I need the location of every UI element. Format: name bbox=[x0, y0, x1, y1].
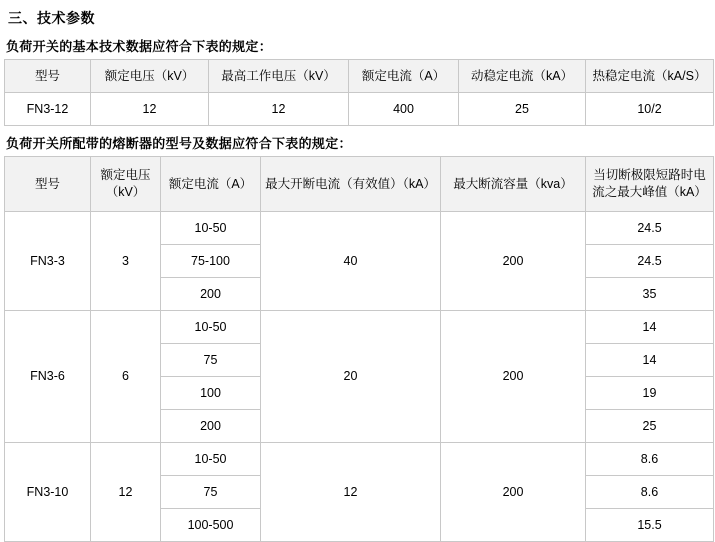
table2-peak-cell: 8.6 bbox=[586, 476, 714, 509]
table2-header-cell: 型号 bbox=[5, 157, 91, 212]
table2-peak-cell: 14 bbox=[586, 311, 714, 344]
basic-parameters-table bbox=[4, 59, 714, 126]
table2-peak-cell: 19 bbox=[586, 377, 714, 410]
table2-breaking-cell: 40 bbox=[261, 212, 441, 311]
table2-header-cell: 当切断极限短路时电流之最大峰值（kA） bbox=[586, 157, 714, 212]
table2-voltage-cell: 12 bbox=[91, 443, 161, 542]
table1-header-cell: 型号 bbox=[5, 60, 91, 93]
table2-peak-cell: 25 bbox=[586, 410, 714, 443]
table2-peak-cell: 14 bbox=[586, 344, 714, 377]
table1-header-cell: 额定电流（A） bbox=[349, 60, 459, 93]
table1-cell: 10/2 bbox=[586, 93, 714, 126]
table1-header-cell: 动稳定电流（kA） bbox=[459, 60, 586, 93]
fuse-parameters-table bbox=[4, 156, 714, 542]
table-header-row bbox=[5, 157, 714, 212]
table2-peak-cell: 24.5 bbox=[586, 212, 714, 245]
table1-cell: 400 bbox=[349, 93, 459, 126]
table1-caption: 负荷开关的基本技术数据应符合下表的规定： bbox=[6, 39, 273, 54]
table1-header-cell: 热稳定电流（kA/S） bbox=[586, 60, 714, 93]
table-row bbox=[5, 311, 714, 344]
table2-header-cell: 额定电压（kV） bbox=[91, 157, 161, 212]
section-title: 三、技术参数 bbox=[8, 10, 95, 26]
table2-header-cell: 额定电流（A） bbox=[161, 157, 261, 212]
table-row bbox=[5, 443, 714, 476]
table2-breaking-cell: 12 bbox=[261, 443, 441, 542]
table2-current-cell: 10-50 bbox=[161, 443, 261, 476]
table2-body bbox=[5, 212, 714, 542]
table2-capacity-cell: 200 bbox=[441, 311, 586, 443]
table2-model-cell: FN3-3 bbox=[5, 212, 91, 311]
table2-current-cell: 10-50 bbox=[161, 311, 261, 344]
table2-header-cell: 最大开断电流（有效值）（kA） bbox=[261, 157, 441, 212]
table2-voltage-cell: 3 bbox=[91, 212, 161, 311]
table2-model-cell: FN3-6 bbox=[5, 311, 91, 443]
table1-cell: 12 bbox=[209, 93, 349, 126]
table2-voltage-cell: 6 bbox=[91, 311, 161, 443]
table-row bbox=[5, 93, 714, 126]
table2-current-cell: 200 bbox=[161, 410, 261, 443]
table1-header-cell: 额定电压（kV） bbox=[91, 60, 209, 93]
table2-header-cell: 最大断流容量（kva） bbox=[441, 157, 586, 212]
table2-current-cell: 75 bbox=[161, 476, 261, 509]
table2-model-cell: FN3-10 bbox=[5, 443, 91, 542]
table1-cell: 12 bbox=[91, 93, 209, 126]
table2-current-cell: 100-500 bbox=[161, 509, 261, 542]
table2-peak-cell: 24.5 bbox=[586, 245, 714, 278]
table2-capacity-cell: 200 bbox=[441, 212, 586, 311]
table-row bbox=[5, 212, 714, 245]
table2-capacity-cell: 200 bbox=[441, 443, 586, 542]
table2-peak-cell: 8.6 bbox=[586, 443, 714, 476]
table1-cell: FN3-12 bbox=[5, 93, 91, 126]
table2-current-cell: 200 bbox=[161, 278, 261, 311]
table2-peak-cell: 15.5 bbox=[586, 509, 714, 542]
table1-cell: 25 bbox=[459, 93, 586, 126]
table2-current-cell: 10-50 bbox=[161, 212, 261, 245]
table2-current-cell: 75-100 bbox=[161, 245, 261, 278]
table1-header-cell: 最高工作电压（kV） bbox=[209, 60, 349, 93]
table2-current-cell: 100 bbox=[161, 377, 261, 410]
table2-caption: 负荷开关所配带的熔断器的型号及数据应符合下表的规定： bbox=[6, 136, 352, 151]
table2-peak-cell: 35 bbox=[586, 278, 714, 311]
table2-current-cell: 75 bbox=[161, 344, 261, 377]
table2-breaking-cell: 20 bbox=[261, 311, 441, 443]
table-header-row bbox=[5, 60, 714, 93]
